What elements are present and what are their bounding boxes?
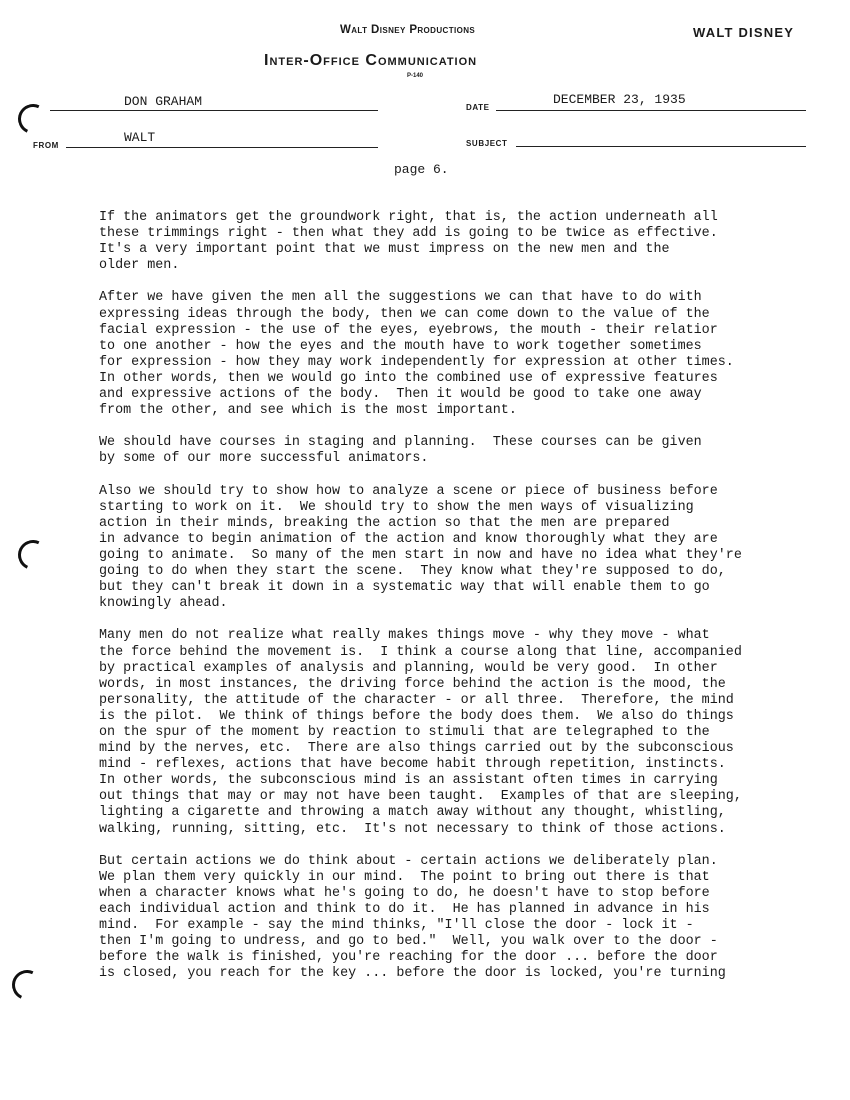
from-label: FROM — [33, 141, 59, 150]
text-line: but they can't break it down in a systematic way that will enable them to go — [99, 580, 710, 596]
text-line: But certain actions we do think about - certain actions we deliberately plan. — [99, 853, 718, 869]
text-line: personality, the attitude of the character - or all three. Therefore, the mind — [99, 692, 734, 708]
text-line: mind. For example - say the mind thinks, "I'll close the door - lock it - — [99, 918, 694, 934]
text-line: mind by the nerves, etc. There are also things carried out by the subconscious — [99, 741, 734, 757]
text-line: words, in most instances, the driving force behind the action is the mood, the — [99, 676, 726, 692]
to-rule — [50, 110, 378, 111]
text-line: If the animators get the groundwork right, that is, the action underneath all — [99, 210, 718, 225]
memo-body — [99, 210, 789, 999]
text-line: walking, running, sitting, etc. It's not necessary to think of those actions. — [99, 821, 726, 837]
text-line: In other words, the subconscious mind is an assistant often times in carrying — [99, 773, 718, 789]
text-line: older men. — [99, 258, 180, 274]
text-line: then I'm going to undress, and go to bed." Well, you walk over to the door - — [99, 934, 718, 950]
text-line: for expression - how they may work independently for expression at other times. — [99, 354, 734, 370]
from-rule — [66, 147, 378, 148]
text-line: starting to work on it. We should try to show the men ways of visualizing — [99, 499, 694, 515]
subject-rule — [516, 146, 806, 147]
company-name: Walt Disney Productions — [340, 24, 476, 36]
page-label: page 6. — [394, 162, 449, 177]
punch-hole-top — [14, 100, 52, 138]
text-line: Many men do not realize what really makes things move - why they move - what — [99, 628, 710, 644]
date-label: DATE — [466, 103, 490, 112]
text-line: out things that may or may not have been taught. Examples of that are sleeping, — [99, 789, 742, 805]
paragraph — [99, 435, 789, 467]
paragraph — [99, 484, 789, 613]
punch-hole-bottom — [8, 966, 46, 1004]
text-line: facial expression - the use of the eyes, eyebrows, the mouth - their relatior — [99, 322, 718, 338]
text-line: mind - reflexes, actions that have become habit through repetition, instincts. — [99, 757, 726, 773]
text-line: We plan them very quickly in our mind. The point to bring out there is that — [99, 869, 710, 885]
from-value: WALT — [124, 130, 156, 145]
paragraph — [99, 290, 789, 419]
text-line: is closed, you reach for the key ... before the door is locked, you're turning — [99, 966, 726, 982]
subject-label: SUBJECT — [466, 139, 508, 148]
date-value: DECEMBER 23, 1935 — [553, 92, 686, 107]
text-line: in advance to begin animation of the action and know thoroughly what they are — [99, 531, 718, 547]
brand-name: WALT DISNEY — [693, 25, 795, 40]
text-line: to one another - how the eyes and the mouth have to work together sometimes — [99, 338, 702, 354]
date-rule — [496, 110, 806, 111]
text-line: by some of our more successful animators. — [99, 451, 429, 467]
text-line: from the other, and see which is the most important. — [99, 403, 517, 419]
text-line: going to do when they start the scene. They know what they're supposed to do, — [99, 564, 726, 580]
text-line: lighting a cigarette and throwing a match away without any thought, whistling, — [99, 805, 726, 821]
text-line: by practical examples of analysis and planning, would be very good. In other — [99, 660, 718, 676]
text-line: and expressive actions of the body. Then it would be good to take one away — [99, 387, 702, 403]
paragraph — [99, 628, 789, 837]
text-line: these trimmings right - then what they add is going to be twice as effective. — [99, 226, 718, 242]
to-value: DON GRAHAM — [124, 94, 203, 109]
text-line: After we have given the men all the suggestions we can that have to do with — [99, 290, 702, 306]
paragraph — [99, 854, 789, 983]
text-line: the force behind the movement is. I think a course along that line, accompanied — [99, 644, 742, 660]
text-line: each individual action and think to do it. He has planned in advance in his — [99, 902, 710, 918]
text-line: when a character knows what he's going to do, he doesn't have to stop before — [99, 885, 710, 901]
text-line: going to animate. So many of the men start in now and have no idea what they're — [99, 547, 742, 563]
form-number: P-140 — [407, 73, 424, 79]
memo-title: Inter-Office Communication — [264, 52, 478, 69]
text-line: In other words, then we would go into the combined use of expressive features — [99, 370, 718, 386]
text-line: knowingly ahead. — [99, 596, 228, 612]
text-line: is the pilot. We think of things before the body does them. We also do things — [99, 708, 734, 724]
text-line: before the walk is finished, you're reaching for the door ... before the door — [99, 950, 718, 966]
text-line: on the spur of the moment by reaction to stimuli that are telegraphed to the — [99, 725, 710, 740]
text-line: It's a very important point that we must impress on the new men and the — [99, 242, 670, 258]
text-line: action in their minds, breaking the action so that the men are prepared — [99, 515, 670, 531]
paragraph — [99, 210, 789, 274]
punch-hole-middle — [14, 536, 52, 574]
text-line: expressing ideas through the body, then we can come down to the value of the — [99, 306, 710, 322]
text-line: We should have courses in staging and planning. These courses can be given — [99, 435, 702, 451]
text-line: Also we should try to show how to analyze a scene or piece of business before — [99, 483, 718, 499]
